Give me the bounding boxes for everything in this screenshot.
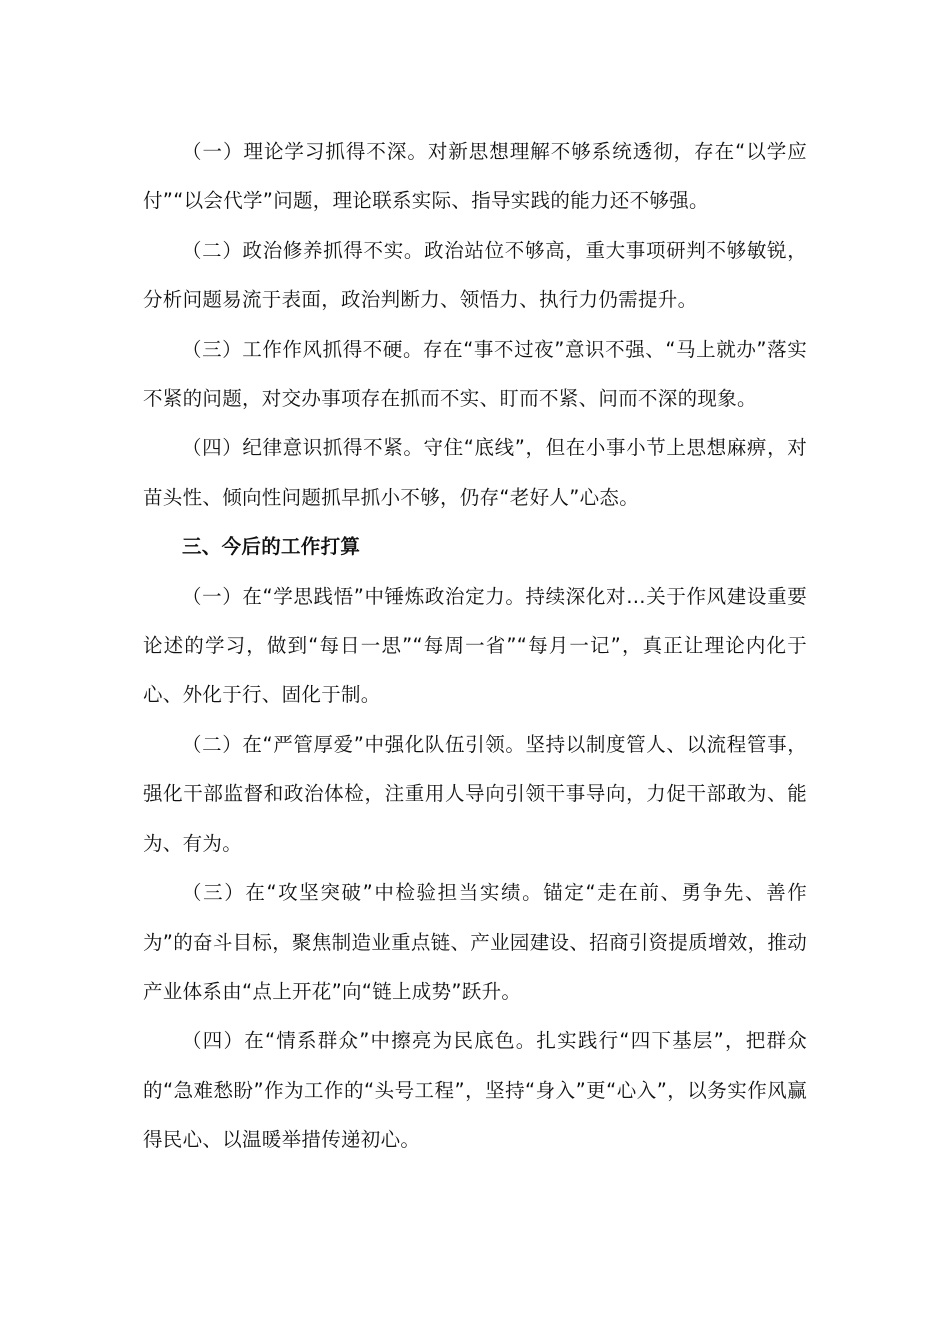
problem-paragraph-4: （四）纪律意识抓得不紧。守住“底线”，但在小事小节上思想麻痹，对苗头性、倾向性问题抓早抓小不够，仍存“老好人”心态。 xyxy=(143,436,807,509)
problem-paragraph-1: （一）理论学习抓得不深。对新思想理解不够系统透彻，存在“以学应付”“以会代学”问题，理论联系实际、指导实践的能力还不够强。 xyxy=(143,140,807,213)
document-body xyxy=(143,127,807,1165)
plan-paragraph-3: （三）在“攻坚突破”中检验担当实绩。锚定“走在前、勇争先、善作为”的奋斗目标，聚焦制造业重点链、产业园建设、招商引资提质增效，推动产业体系由“点上开花”向“链上成势”跃升。 xyxy=(143,881,807,1003)
plan-paragraph-2: （二）在“严管厚爱”中强化队伍引领。坚持以制度管人、以流程管事，强化干部监督和政治体检，注重用人导向引领干事导向，力促干部敢为、能为、有为。 xyxy=(143,732,807,855)
plan-paragraph-4: （四）在“情系群众”中擦亮为民底色。扎实践行“四下基层”，把群众的“急难愁盼”作为工作的“头号工程”，坚持“身入”更“心入”，以务实作风赢得民心、以温暖举措传递初心。 xyxy=(143,1029,807,1152)
plan-paragraph-1: （一）在“学思践悟”中锤炼政治定力。持续深化对…关于作风建设重要论述的学习，做到“每日一思”“每周一省”“每月一记”，真正让理论内化于心、外化于行、固化于制。 xyxy=(143,584,807,707)
section-heading: 三、今后的工作打算 xyxy=(182,535,361,559)
problem-paragraph-2: （二）政治修养抓得不实。政治站位不够高，重大事项研判不够敏锐，分析问题易流于表面，政治判断力、领悟力、执行力仍需提升。 xyxy=(143,238,807,312)
problem-paragraph-3: （三）工作作风抓得不硬。存在“事不过夜”意识不强、“马上就办”落实不紧的问题，对交办事项存在抓而不实、盯而不紧、问而不深的现象。 xyxy=(143,337,807,411)
